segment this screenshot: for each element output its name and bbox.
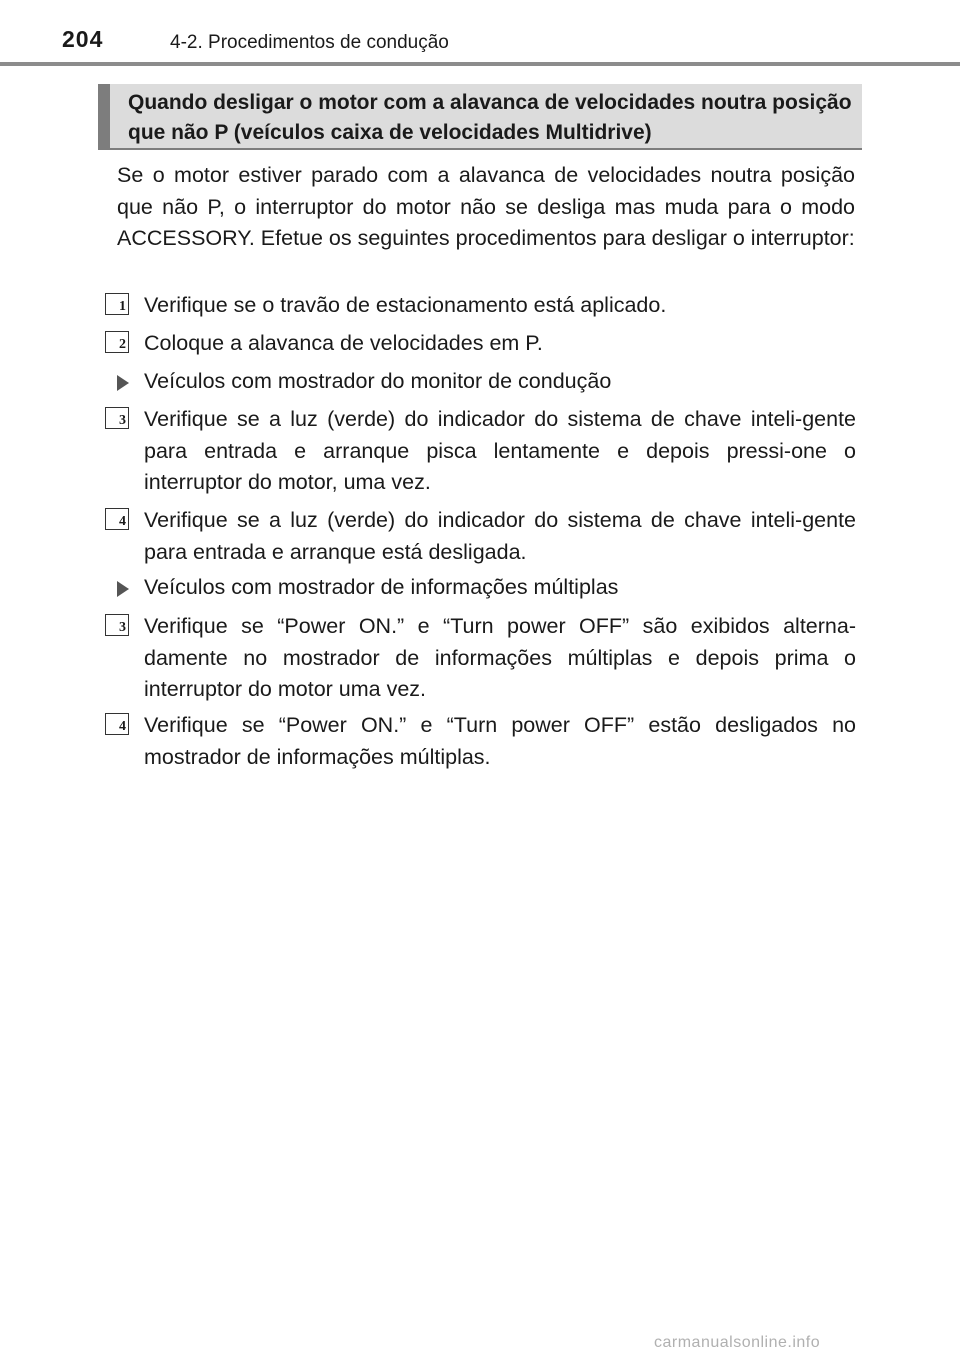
topic-heading: Quando desligar o motor com a alavanca de velocidades noutra posição que não P (veículos caixa de velocidades Multidrive) [128, 91, 852, 144]
step-number-badge: 4 [105, 508, 129, 530]
step-number-badge: 3 [105, 407, 129, 429]
subsection-title: Veículos com mostrador do monitor de condução [144, 369, 612, 393]
watermark: carmanualsonline.info [654, 1334, 821, 1351]
section-title: 4-2. Procedimentos de condução [170, 32, 449, 53]
step-number-badge: 3 [105, 614, 129, 636]
step-text: Verifique se o travão de estacionamento está aplicado. [144, 293, 667, 317]
intro-paragraph: Se o motor estiver parado com a alavanca de velocidades noutra posição que não P, o interruptor do motor não se desliga mas muda para o modo ACCESSORY. Efetue os seguintes procedimentos para desligar o interruptor: [117, 163, 855, 250]
step-text: Verifique se “Power ON.” e “Turn power OFF” são exibidos alterna-damente no mostrador de informações múltiplas e depois prima o interruptor do motor uma vez. [144, 614, 856, 701]
step-number-badge: 4 [105, 713, 129, 735]
step-text: Verifique se a luz (verde) do indicador do sistema de chave inteli-gente para entrada e arranque está desligada. [144, 508, 856, 564]
subsection-title: Veículos com mostrador de informações múltiplas [144, 575, 619, 599]
triangle-bullet-icon [117, 581, 129, 597]
step-number-badge: 1 [105, 293, 129, 315]
step-text: Verifique se a luz (verde) do indicador do sistema de chave inteli-gente para entrada e arranque pisca lentamente e depois pressi-one o interruptor do motor, uma vez. [144, 407, 856, 494]
step-text: Verifique se “Power ON.” e “Turn power OFF” estão desligados no mostrador de informações múltiplas. [144, 713, 856, 769]
page-number: 204 [62, 26, 104, 52]
topic-heading-box [98, 84, 862, 150]
triangle-bullet-icon [117, 375, 129, 391]
page-header [0, 0, 960, 70]
step-number-badge: 2 [105, 331, 129, 353]
header-rule [0, 62, 960, 66]
step-text: Coloque a alavanca de velocidades em P. [144, 331, 543, 355]
